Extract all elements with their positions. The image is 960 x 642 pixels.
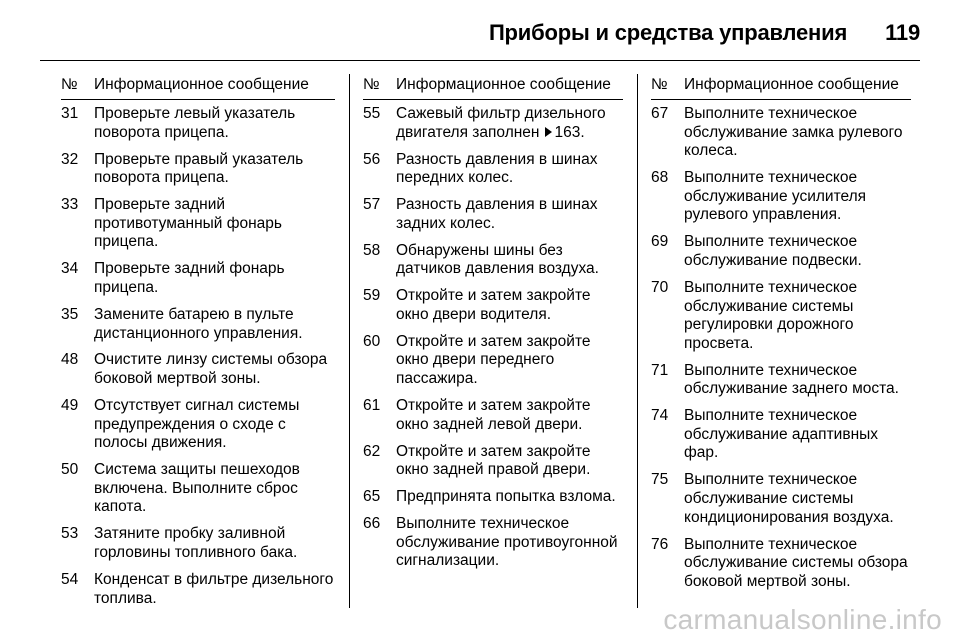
message-number: 75 [651,471,669,489]
row-list [363,105,623,571]
table-row [61,196,335,252]
row-list [61,105,335,608]
message-number: 67 [651,105,669,122]
message-text-body: Выполните техническое обслуживание системы кондиционирования воздуха. [684,471,894,526]
table-row [651,471,911,527]
message-text-body: Откройте и затем закройте окно задней левой двери. [396,397,591,433]
table-row [61,151,335,188]
message-text-body: Выполните техническое обслуживание усилителя рулевого управления. [684,169,867,224]
table-row [61,461,335,517]
column-header [651,74,911,100]
message-text-body: Выполните техническое обслуживание системы обзора боковой мертвой зоны. [684,535,908,590]
message-number: 48 [61,351,79,369]
message-number: 70 [651,278,669,296]
header-rule [40,60,920,61]
message-number: 55 [363,105,381,122]
row-list [651,105,911,591]
table-row [363,333,623,389]
message-number: 69 [651,233,669,251]
message-number: 31 [61,105,79,122]
message-number: 61 [363,397,381,415]
table-row [363,443,623,480]
message-number: 59 [363,287,381,305]
header-message: Информационное сообщение [396,76,611,93]
message-text-body: Замените батарею в пульте дистанционного управления. [94,305,303,342]
message-text [94,571,335,608]
message-number: 71 [651,361,669,379]
message-text-body: Откройте и затем закройте окно задней правой двери. [396,442,591,479]
message-text [94,525,335,562]
message-text-body: Проверьте задний противотуманный фонарь прицепа. [94,196,282,251]
page-number: 119 [885,20,920,45]
message-text-body: Выполните техническое обслуживание системы регулировки дорожного просвета. [684,278,858,352]
table-row [363,242,623,279]
table-row [651,105,911,161]
message-text [94,151,335,188]
table-row [363,196,623,233]
header-number: № [61,76,78,93]
table-row [363,397,623,434]
message-number: 62 [363,442,381,460]
message-number: 54 [61,570,79,588]
table-row [363,151,623,188]
message-text [94,105,335,142]
message-text [94,260,335,297]
message-text-body: Откройте и затем закройте окно двери переднего пассажира. [396,332,591,388]
page-header [40,16,920,50]
header-message: Информационное сообщение [684,76,899,93]
header-number: № [363,76,380,93]
table-row [651,279,911,353]
table-row [363,105,623,142]
header-message: Информационное сообщение [94,76,309,93]
message-text [396,151,623,188]
message-text [94,351,335,388]
message-text-body: Обнаружены шины без датчиков давления воздуха. [396,241,599,278]
message-text [684,407,911,463]
message-text [94,306,335,343]
message-number: 35 [61,305,79,323]
table-row [651,362,911,399]
message-text-body: Очистите линзу системы обзора боковой мертвой зоны. [94,351,328,388]
message-text [396,515,623,571]
message-text-body: Выполните техническое обслуживание адаптивных фар. [684,407,879,462]
message-number: 49 [61,397,79,415]
message-text-body: Проверьте правый указатель поворота прицепа. [94,150,304,187]
table-column [61,74,349,608]
message-number: 57 [363,196,381,214]
message-text-body: Конденсат в фильтре дизельного топлива. [94,570,334,607]
message-text-body: Откройте и затем закройте окно двери водителя. [396,287,591,323]
message-number: 50 [61,461,79,479]
message-text [684,169,911,225]
message-text [396,287,623,324]
page-title: Приборы и средства управления [488,20,848,45]
table-row [651,169,911,225]
table-row [363,488,623,507]
message-text [396,242,623,279]
message-text-body: Предпринята попытка взлома. [396,488,616,506]
table-row [651,233,911,270]
message-number: 34 [61,260,79,278]
message-text-body: Разность давления в шинах передних колес. [396,150,598,187]
message-text [94,397,335,453]
message-text [94,196,335,252]
table-row [61,571,335,608]
table-row [61,306,335,343]
page-reference-arrow-icon [545,127,552,137]
table-column [349,74,637,608]
message-number: 56 [363,150,381,168]
message-number: 74 [651,407,669,425]
message-text [396,488,623,507]
message-text-body: Выполните техническое обслуживание замка рулевого колеса. [684,105,903,160]
table-row [651,407,911,463]
message-table [61,74,925,608]
table-row [61,397,335,453]
table-row [363,287,623,324]
message-text [684,279,911,353]
message-text-body: Проверьте задний фонарь прицепа. [94,260,285,296]
message-number: 66 [363,515,381,533]
table-row [61,105,335,142]
message-text [684,362,911,399]
message-text-body: Выполните техническое обслуживание подвески. [684,233,862,269]
message-text-body: Сажевый фильтр дизельного двигателя заполнен [396,105,606,141]
table-row [651,536,911,592]
watermark: carmanualsonline.info [663,604,942,635]
message-text [396,397,623,434]
message-text [396,196,623,233]
message-text-body: Проверьте левый указатель поворота прицепа. [94,105,296,141]
message-text [94,461,335,517]
message-text [396,333,623,389]
message-number: 33 [61,196,79,214]
message-number: 68 [651,169,669,187]
column-divider [349,74,350,608]
message-text-body: Выполните техническое обслуживание противоугонной сигнализации. [396,515,618,570]
column-header [61,74,335,100]
message-number: 65 [363,488,381,506]
message-text-body: Отсутствует сигнал системы предупреждения о сходе с полосы движения. [94,397,300,452]
message-number: 53 [61,525,79,543]
message-text-body: Система защиты пешеходов включена. Выполните сброс капота. [94,461,300,516]
message-text [684,233,911,270]
table-row [61,351,335,388]
message-number: 60 [363,332,381,350]
table-row [61,260,335,297]
column-header [363,74,623,100]
message-text-body: Разность давления в шинах задних колес. [396,196,598,232]
message-text [684,105,911,161]
message-text-body: Выполните техническое обслуживание заднего моста. [684,361,899,398]
message-text [684,471,911,527]
message-text-body: Затяните пробку заливной горловины топливного бака. [94,525,298,561]
table-row [61,525,335,562]
message-text [684,536,911,592]
message-number: 76 [651,535,669,553]
table-row [363,515,623,571]
message-text [396,105,623,142]
message-number: 32 [61,150,79,168]
message-number: 58 [363,241,381,259]
page-reference-link[interactable]: 163. [554,123,585,141]
message-text [396,443,623,480]
column-divider [637,74,638,608]
header-number: № [651,76,668,93]
table-column [637,74,925,608]
